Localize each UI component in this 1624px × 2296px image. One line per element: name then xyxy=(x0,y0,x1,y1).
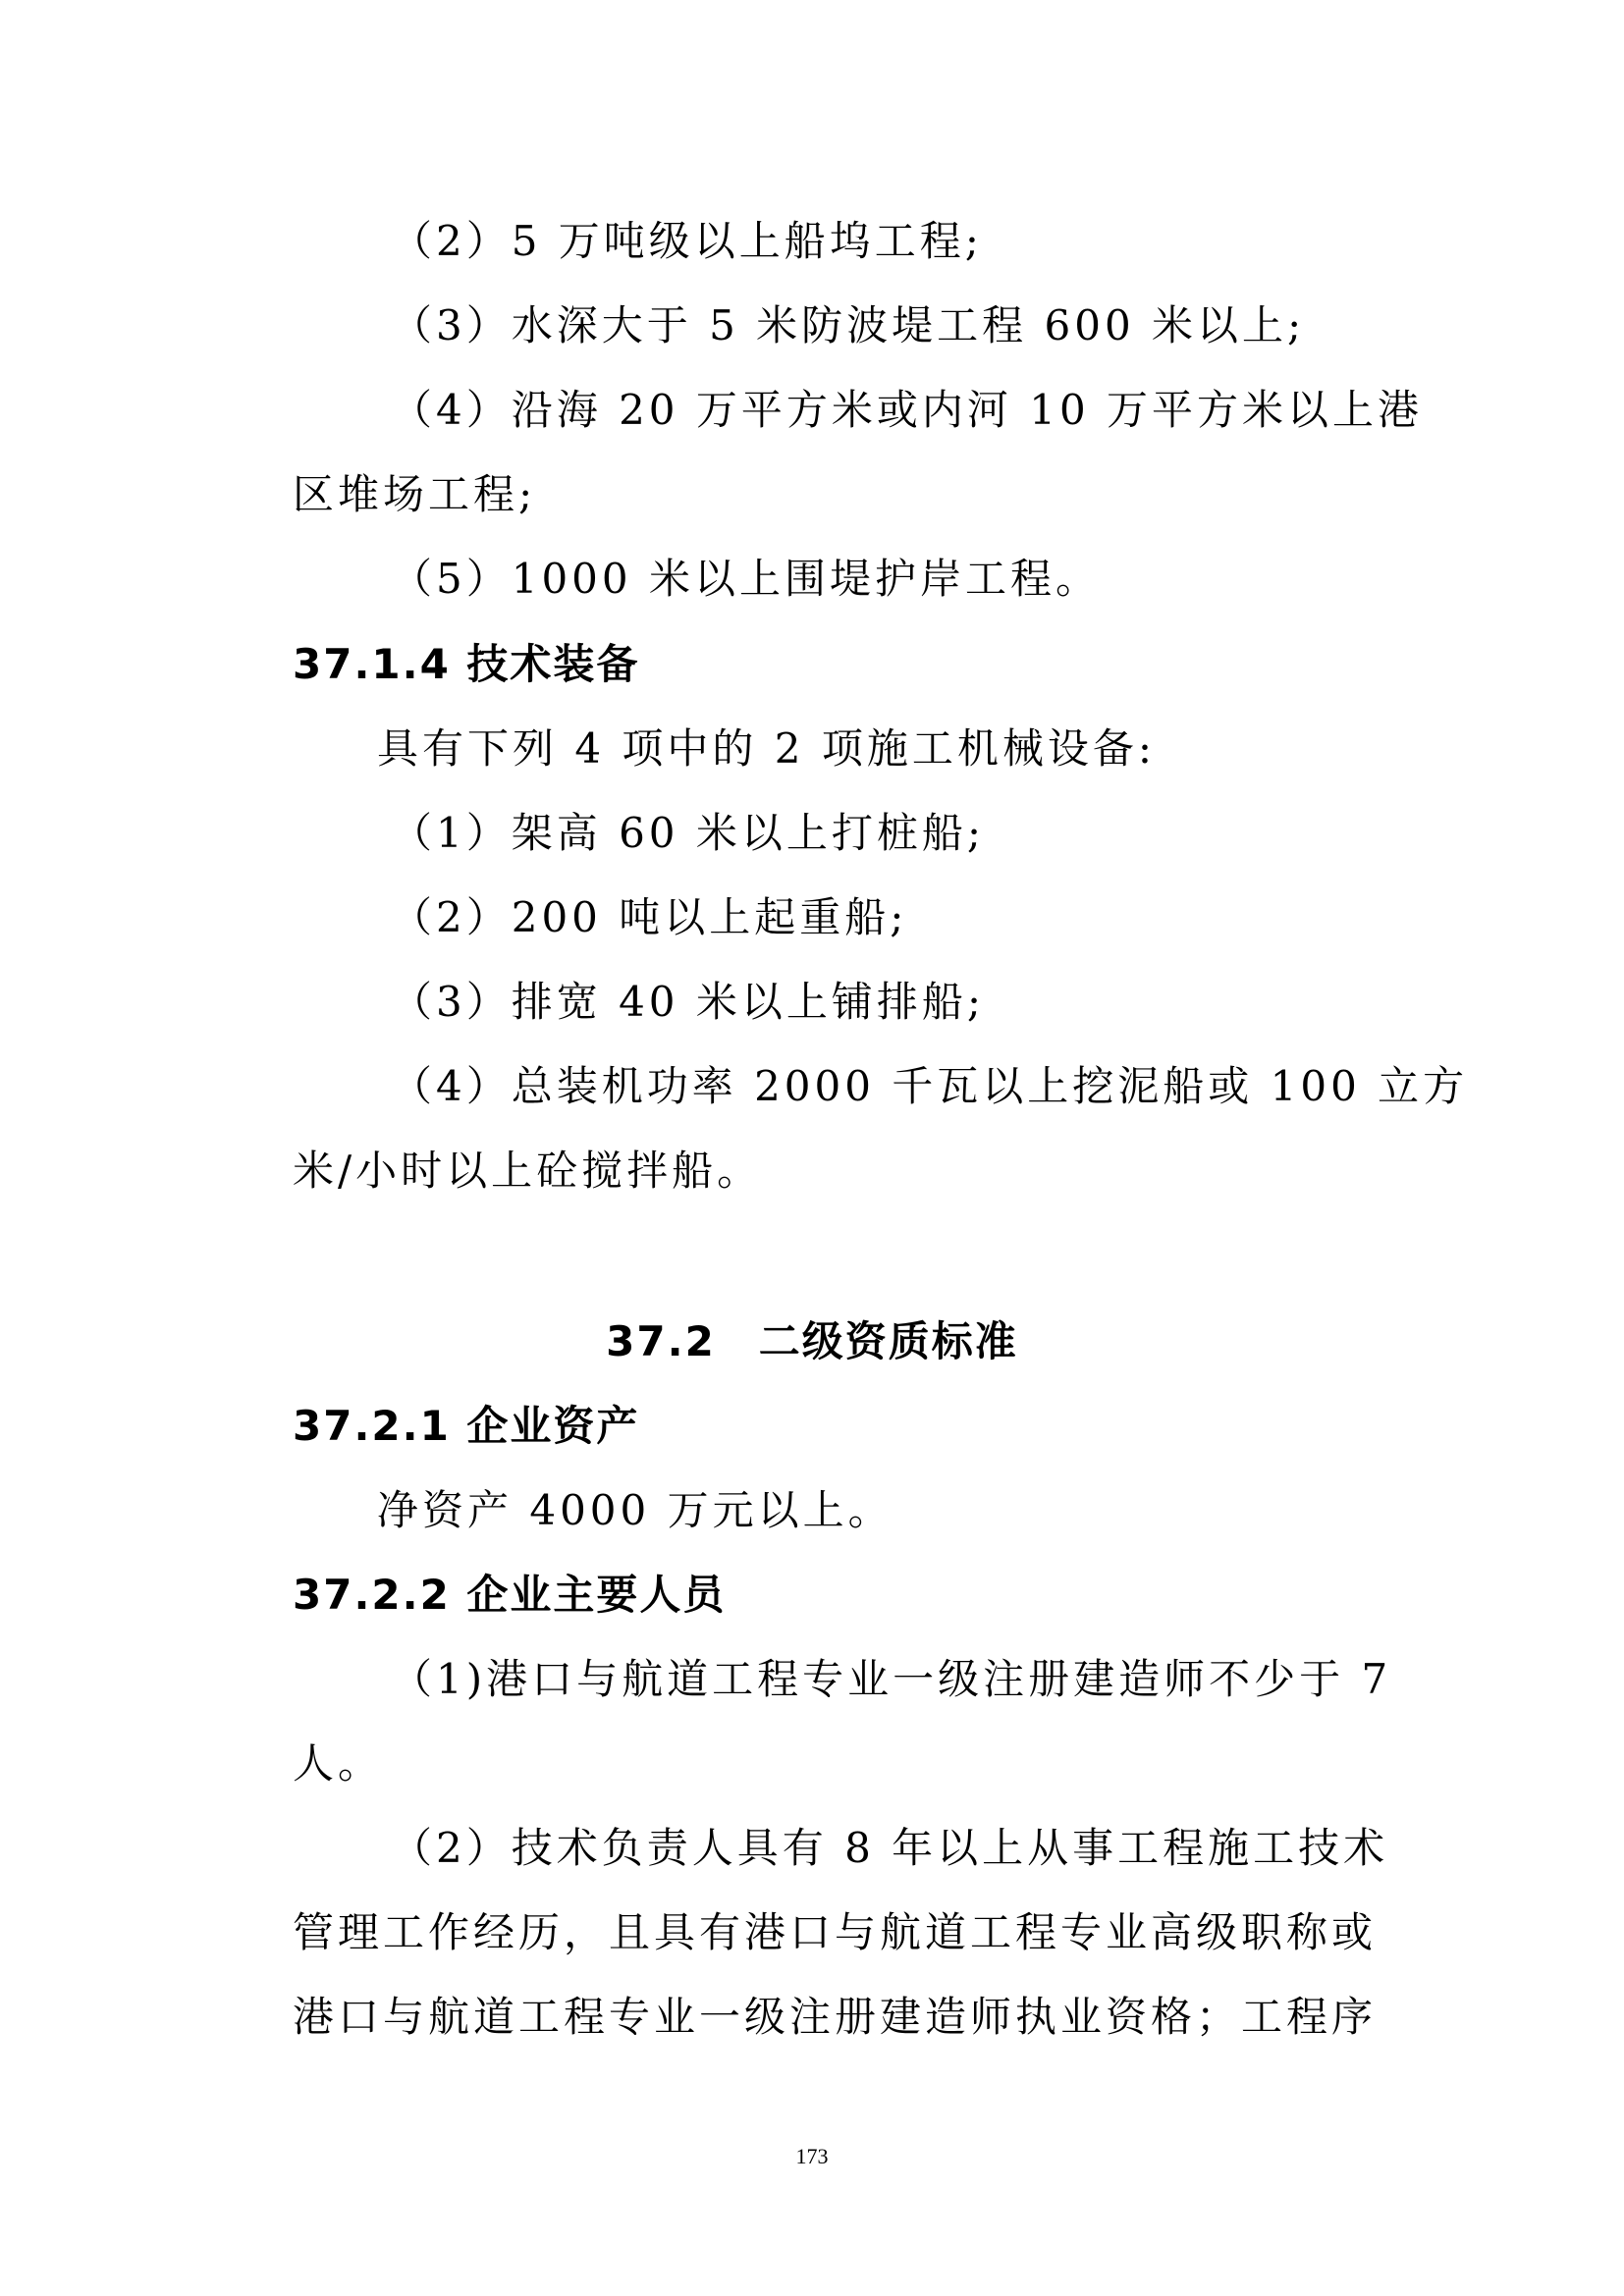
equipment-item-4-cont: 米/小时以上砼搅拌船。 xyxy=(293,1147,763,1195)
item-2-shipyard: （2）5 万吨级以上船坞工程; xyxy=(391,217,983,265)
item-4-storage-yard-cont: 区堆场工程; xyxy=(293,470,537,518)
equipment-item-1: （1）架高 60 米以上打桩船; xyxy=(391,809,986,857)
equipment-intro: 具有下列 4 项中的 2 项施工机械设备: xyxy=(377,724,1156,773)
equipment-item-3: （3）排宽 40 米以上铺排船; xyxy=(391,978,986,1026)
section-heading-37-2-1: 37.2.1 企业资产 xyxy=(293,1402,640,1450)
equipment-item-2: （2）200 吨以上起重船; xyxy=(391,893,908,941)
section-heading-37-1-4: 37.1.4 技术装备 xyxy=(293,640,640,688)
page-number: 173 xyxy=(795,2144,829,2168)
item-3-breakwater: （3）水深大于 5 米防波堤工程 600 米以上; xyxy=(391,301,1306,349)
section-title-37-2: 37.2 二级资质标准 xyxy=(606,1317,1018,1365)
personnel-item-2: （2）技术负责人具有 8 年以上从事工程施工技术 xyxy=(391,1824,1389,1872)
personnel-item-2-cont-2: 港口与航道工程专业一级注册建造师执业资格；工程序 xyxy=(293,1993,1378,2041)
equipment-item-4: （4）总装机功率 2000 千瓦以上挖泥船或 100 立方 xyxy=(391,1062,1469,1110)
item-4-storage-yard: （4）沿海 20 万平方米或内河 10 万平方米以上港 xyxy=(391,386,1424,434)
personnel-item-1-cont: 人。 xyxy=(293,1739,384,1788)
personnel-item-2-cont-1: 管理工作经历，且具有港口与航道工程专业高级职称或 xyxy=(293,1908,1378,1956)
item-5-embankment: （5）1000 米以上围堤护岸工程。 xyxy=(391,555,1101,603)
net-assets: 净资产 4000 万元以上。 xyxy=(377,1486,893,1534)
personnel-item-1: （1)港口与航道工程专业一级注册建造师不少于 7 xyxy=(391,1655,1392,1703)
section-heading-37-2-2: 37.2.2 企业主要人员 xyxy=(293,1571,727,1619)
